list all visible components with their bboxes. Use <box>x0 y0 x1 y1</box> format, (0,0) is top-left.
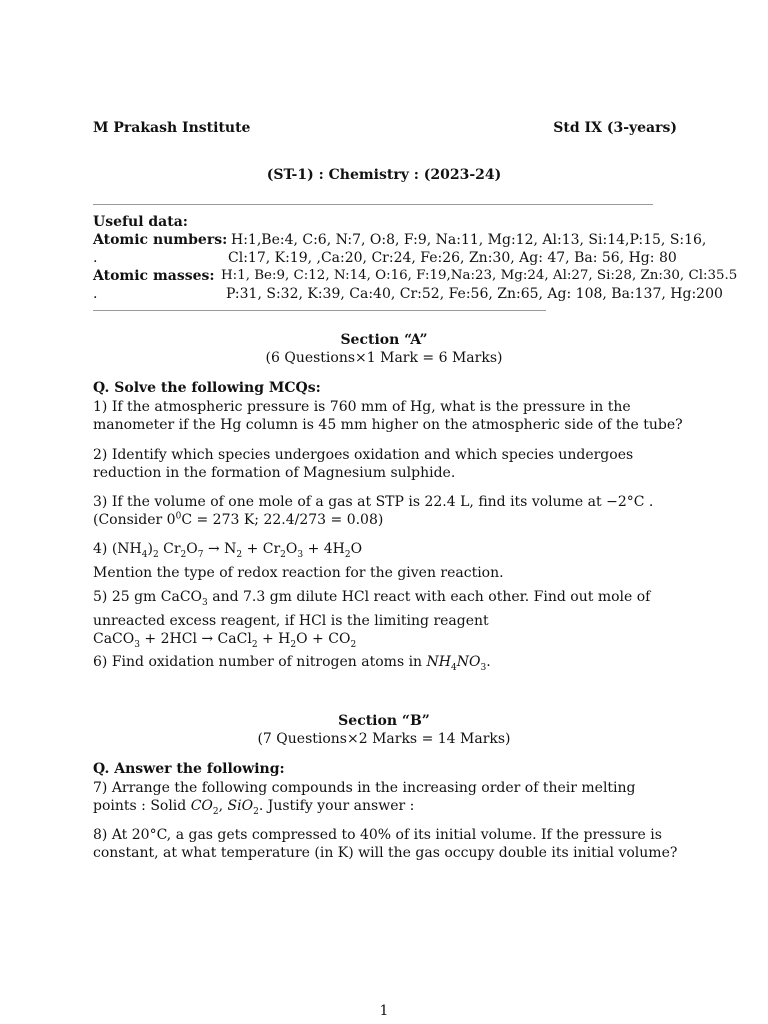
institute-name: M Prakash Institute <box>93 120 251 136</box>
section-b-title: Section “B” <box>338 713 430 729</box>
atomic-numbers-line-1: H:1,Be:4, C:6, N:7, O:8, F:9, Na:11, Mg:12, Al:13, Si:14,P:15, S:16, <box>231 232 707 248</box>
question-2-text: 2) Identify which species undergoes oxidation and which species undergoes reduction in the formation of Magnesium sulphide. <box>93 447 634 481</box>
section-a-title: Section “A” <box>340 332 428 348</box>
atomic-masses-line-1: H:1, Be:9, C:12, N:14, O:16, F:19,Na:23, Mg:24, Al:27, Si:28, Zn:30, Cl:35.5 <box>221 268 738 283</box>
section-a-marks: (6 Questions×1 Mark = 6 Marks) <box>265 350 503 366</box>
top-divider <box>93 204 653 205</box>
atomic-masses-dot: . <box>93 286 98 302</box>
atomic-masses-label: Atomic masses: <box>93 268 215 284</box>
question-5-equation: CaCO$_3$ + 2HCl → CaCl$_2$ + $H_2O + CO_2$ <box>93 630 357 650</box>
q5-prefix: 5) 25 gm CaCO <box>93 589 203 605</box>
question-3-line-2 <box>93 511 683 529</box>
q6-prefix: 6) Find oxidation number of nitrogen atoms in <box>93 654 427 670</box>
atomic-masses-line-2: P:31, S:32, K:39, Ca:40, Cr:52, Fe:56, Zn:65, Ag: 108, Ba:137, Hg:200 <box>226 286 723 302</box>
question-1-text: 1) If the atmospheric pressure is 760 mm of Hg, what is the pressure in the manometer if the Hg column is 45 mm higher on the atmospheric side of the tube? <box>93 399 683 433</box>
question-7-text: 7) Arrange the following compounds in the increasing order of their melting points : Solid $CO_2$, SiO$_2$. Justify your answer : <box>93 780 636 817</box>
question-6 <box>93 653 683 677</box>
page-number: 1 <box>379 1003 389 1019</box>
bottom-divider <box>93 310 546 311</box>
q4-number: 4) <box>93 541 112 557</box>
question-4-equation: 4) $(NH_4)_2$ $Cr_2O_7 \to N_2 + Cr_2O_3 + 4H_2O$ <box>93 541 363 560</box>
q7-suffix: . Justify your answer : <box>258 798 415 814</box>
question-2 <box>93 446 683 482</box>
atomic-numbers-line-2: Cl:17, K:19, ,Ca:20, Cr:24, Fe:26, Zn:30, Ag: 47, Ba: 56, Hg: 80 <box>228 250 677 266</box>
atomic-numbers-label: Atomic numbers: <box>93 232 228 248</box>
question-5-text: 5) 25 gm CaCO$_3$ and 7.3 gm dilute HCl react with each other. Find out mole of unreacted excess reagent, if HCl is the limiting reagent <box>93 589 651 629</box>
q3-superscript: 0 <box>175 511 182 522</box>
section-b-marks: (7 Questions×2 Marks = 14 Marks) <box>257 731 511 747</box>
section-b-instruction: Q. Answer the following: <box>93 761 285 777</box>
question-5 <box>93 588 683 654</box>
question-4-text: Mention the type of redox reaction for the given reaction. <box>93 564 504 581</box>
exam-title: (ST-1) : Chemistry : (2023-24) <box>266 167 502 183</box>
question-3 <box>93 493 683 529</box>
section-a-instruction: Q. Solve the following MCQs: <box>93 380 321 396</box>
q3-consider-suffix: C = 273 K; 22.4/273 = 0.08) <box>181 512 384 528</box>
question-8 <box>93 826 683 862</box>
q5-body: and 7.3 gm dilute HCl react with each other. Find out mole of unreacted excess reagent, if HCl is the limiting reagent <box>93 589 651 629</box>
q7-prefix: 7) Arrange the following compounds in the increasing order of their melting points : Solid <box>93 780 636 814</box>
question-3-line-1: 3) If the volume of one mole of a gas at STP is 22.4 L, find its volume at −2°C . <box>93 494 654 510</box>
question-6-text: 6) Find oxidation number of nitrogen atoms in $NH_4NO_3$. <box>93 654 491 673</box>
question-7 <box>93 779 683 821</box>
question-4 <box>93 540 683 582</box>
question-1 <box>93 398 683 434</box>
q3-consider-prefix: (Consider 0 <box>93 512 176 528</box>
question-8-text: 8) At 20°C, a gas gets compressed to 40% of its initial volume. If the pressure is constant, at what temperature (in K) will the gas occupy double its initial volume? <box>93 827 678 861</box>
q6-suffix: . <box>486 654 491 670</box>
standard-label: Std IX (3-years) <box>553 120 677 136</box>
atomic-numbers-dot: . <box>93 250 98 266</box>
useful-data-heading: Useful data: <box>93 214 188 230</box>
